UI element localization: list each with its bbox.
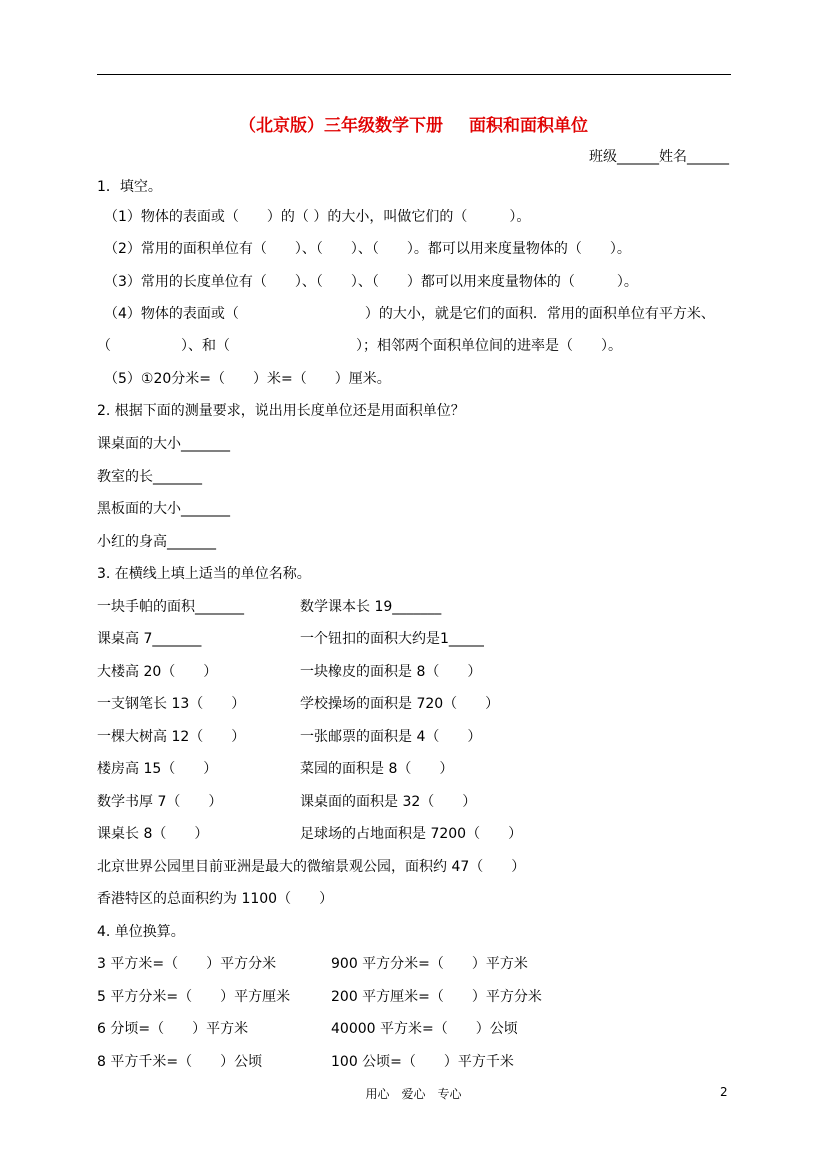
q3-left-item: 课桌高 7_______ [97,631,202,647]
q3-long-item: 北京世界公园里目前亚洲是最大的微缩景观公园，面积约 47（ ） [97,859,526,875]
q3-right-item: 学校操场的面积是 720（ ） [300,696,500,712]
q1-line-4a: （4）物体的表面或（ ）的大小，就是它们的面积．常用的面积单位有平方米、 [104,306,715,322]
q3-left-item: 课桌长 8（ ） [97,826,209,842]
q1-line-4b: （ ）、和（ ）；相邻两个面积单位间的进率是（ ）。 [97,338,622,354]
q3-left-item: 一棵大树高 12（ ） [97,729,246,745]
q2-item: 小红的身高_______ [97,534,216,550]
page-number: 2 [720,1085,728,1099]
q1-line-1: （1）物体的表面或（ ）的（ ）的大小，叫做它们的（ ）。 [104,209,531,225]
q3-left-item: 一块手帕的面积_______ [97,599,244,615]
header-rule [97,74,731,75]
q4-right-item: 900 平方分米=（ ）平方米 [331,956,528,972]
q3-left-item: 楼房高 15（ ） [97,761,218,777]
q1-heading: 1．填空。 [97,179,162,195]
q3-left-item: 数学书厚 7（ ） [97,794,223,810]
q4-left-item: 5 平方分米=（ ）平方厘米 [97,989,291,1005]
q1-line-3: （3）常用的长度单位有（ ）、（ ）、（ ）都可以用来度量物体的（ ）。 [104,274,638,290]
q2-item: 教室的长_______ [97,469,202,485]
q3-left-item: 一支钢笔长 13（ ） [97,696,246,712]
class-name-field: 班级______姓名______ [589,149,729,165]
page-footer: 用心 爱心 专心 [365,1087,462,1101]
q3-left-item: 大楼高 20（ ） [97,664,218,680]
q4-heading: 4. 单位换算。 [97,924,185,940]
q4-right-item: 200 平方厘米=（ ）平方分米 [331,989,542,1005]
title-part-topic: 面积和面积单位 [469,116,588,136]
q3-right-item: 课桌面的面积是 32（ ） [300,794,477,810]
q3-right-item: 数学课本长 19_______ [300,599,442,615]
q3-right-item: 一块橡皮的面积是 8（ ） [300,664,482,680]
q2-item: 黑板面的大小_______ [97,501,230,517]
q1-line-2: （2）常用的面积单位有（ ）、（ ）、（ ）。都可以用来度量物体的（ ）。 [104,241,631,257]
q4-left-item: 8 平方千米=（ ）公顷 [97,1054,263,1070]
q4-left-item: 3 平方米=（ ）平方分米 [97,956,277,972]
q3-long-item: 香港特区的总面积约为 1100（ ） [97,891,334,907]
q4-right-item: 40000 平方米=（ ）公顷 [331,1021,518,1037]
q2-heading: 2. 根据下面的测量要求，说出用长度单位还是用面积单位？ [97,403,465,419]
page-title [0,111,827,136]
q3-right-item: 一个钮扣的面积大约是1_____ [300,631,484,647]
q3-heading: 3. 在横线上填上适当的单位名称。 [97,566,311,582]
q4-right-item: 100 公顷=（ ）平方千米 [331,1054,514,1070]
q4-left-item: 6 分顷=（ ）平方米 [97,1021,249,1037]
q3-right-item: 足球场的占地面积是 7200（ ） [300,826,523,842]
q3-right-item: 菜园的面积是 8（ ） [300,761,454,777]
title-part-grade: （北京版）三年级数学下册 [239,116,443,136]
q3-right-item: 一张邮票的面积是 4（ ） [300,729,482,745]
q2-item: 课桌面的大小_______ [97,436,230,452]
q1-line-5: （5）①20分米=（ ）米=（ ）厘米。 [104,371,391,387]
